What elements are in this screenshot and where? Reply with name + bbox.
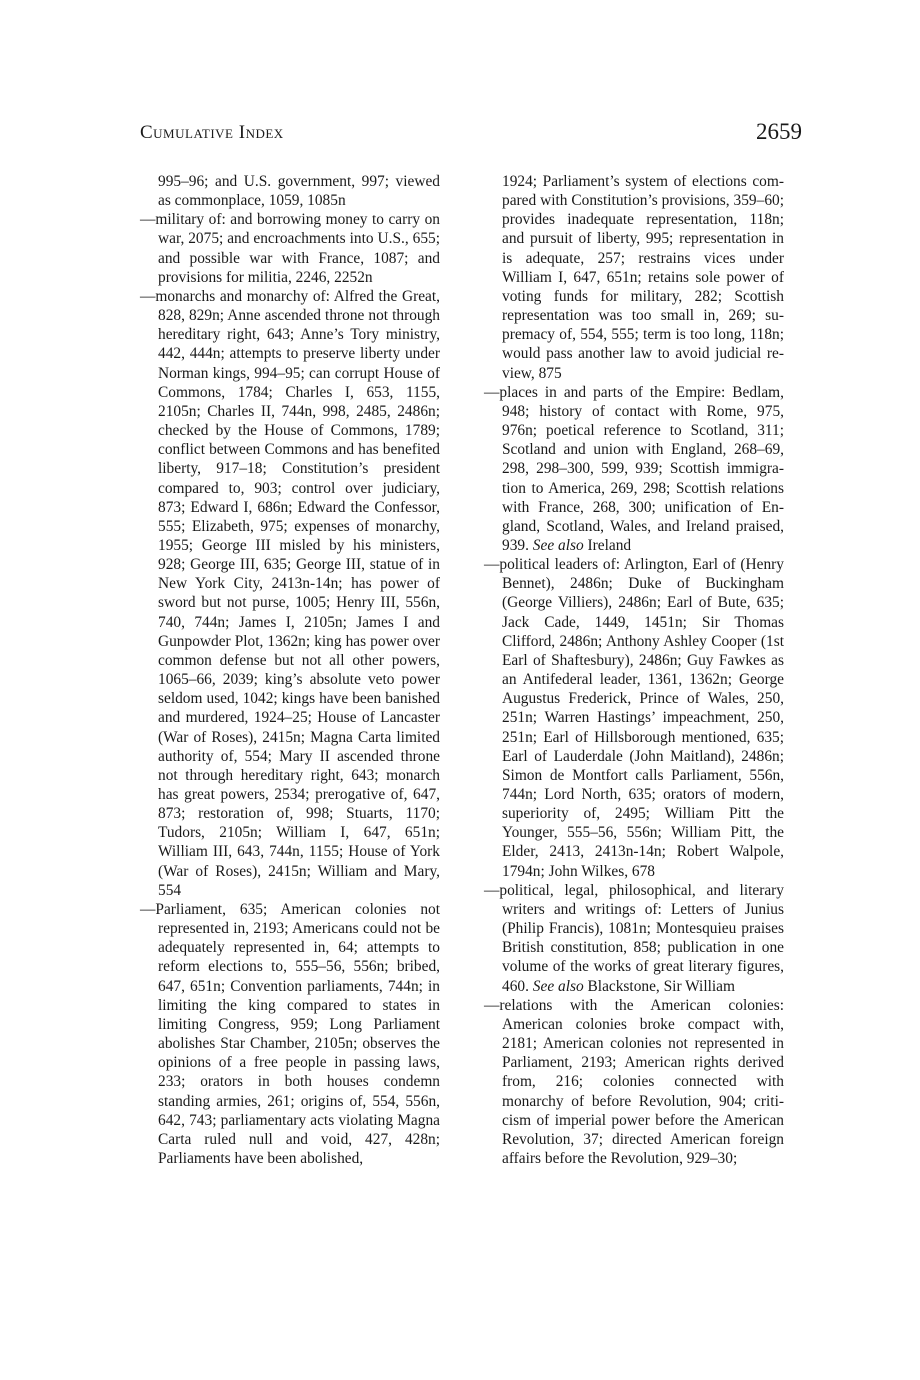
- index-entry: —places in and parts of the Empire: Bedlam, 948; history of contact with Rome, 975, 976n; poetical reference to Scotland, 311; Scotland and union with England, 268–69, 298, 298–300, 599, 939; Scottish immigration to America, 269, 298; Scottish relations with France, 268, 300; unification of England, Scotland, Wales, and Ireland praised, 939. See also Ireland: [484, 383, 784, 554]
- index-entry: 995–96; and U.S. government, 997; viewed as commonplace, 1059, 1085n: [158, 173, 440, 210]
- see-also-label: See also: [532, 536, 584, 554]
- see-also-target: Ireland: [587, 536, 632, 554]
- running-head: Cumulative Index: [140, 122, 284, 143]
- index-entry: —military of: and borrowing money to carry on war, 2075; and encroachments into U.S., 655; and possible war with France, 1087; and provisions for militia, 2246, 2252n: [140, 211, 440, 286]
- index-entry: —political leaders of: Arlington, Earl of (Henry Bennet), 2486n; Duke of Buckingham (George Villiers), 2486n; Earl of Bute, 635; Jack Cade, 1449, 1451n; Sir Thomas Clifford, 2486n; Anthony Ashley Cooper (1st Earl of Shaftesbury), 2486n; Guy Fawkes as an Antifederal leader, 1361, 1362n; George Augustus Frederick, Prince of Wales, 250, 251n; Warren Hastings’ impeachment, 250, 251n; Earl of Hillsborough mentioned, 635; Earl of Lauderdale (John Maitland), 2486n; Simon de Montfort calls Parliament, 556n, 744n; Lord North, 635; orators of modern, superiority of, 2495; William Pitt the Younger, 555–56, 556n; William Pitt, the Elder, 2413, 2413n-14n; Robert Walpole, 1794n; John Wilkes, 678: [484, 556, 784, 880]
- index-entry: —monarchs and monarchy of: Alfred the Great, 828, 829n; Anne ascended throne not through hereditary right, 643; Anne’s Tory ministry, 442, 444n; attempts to preserve liberty under Norman kings, 994–95; can corrupt House of Commons, 1784; Charles I, 653, 1155, 2105n; Charles II, 744n, 998, 2485, 2486n; checked by the House of Commons, 1789; conflict between Commons and has benefited liberty, 917–18; Constitution’s president compared to, 903; control over judiciary, 873; Edward I, 686n; Edward the Confessor, 555; Elizabeth, 975; expenses of monarchy, 1955; George III misled by his ministers, 928; George III, 635; George III, statue of in New York City, 2413n-14n; has power of sword but not purse, 1005; Henry III, 556n, 740, 744n; James I, 2105n; James I and Gunpowder Plot, 1362n; king has power over common defense but not all other powers, 1065–66, 2039; king’s absolute veto power seldom used, 1042; kings have been banished and murdered, 1924–25; House of Lancaster (War of Roses), 2415n; Magna Carta limited authority of, 554; Mary II ascended throne not through hereditary right, 643; monarch has great powers, 2534; prerogative of, 647, 873; restoration of, 998; Stuarts, 1170; Tudors, 2105n; William I, 647, 651n; William III, 643, 744n, 1155; House of York (War of Roses), 2415n; William and Mary, 554: [140, 287, 440, 899]
- left-column: [140, 172, 440, 1168]
- index-entry: —relations with the American colonies: American colonies broke compact with, 2181; American colonies not represented in Parliament, 2193; American rights derived from, 216; colonies connected with monarchy of before Revolution, 904; criticism of imperial power before the American Revolution, 37; directed American foreign affairs before the Revolution, 929–30;: [484, 996, 784, 1167]
- see-also-target: Blackstone, Sir William: [587, 977, 735, 995]
- index-entry: —Parliament, 635; American colonies not represented in, 2193; Americans could not be adequately represented in, 64; attempts to reform elections to, 555–56, 556n; bribed, 647, 651n; Convention parliaments, 744n; in limiting the king compared to states in limiting Congress, 959; Long Parliament abolishes Star Chamber, 2105n; observes the opinions of a free people in passing laws, 233; orators in both houses condemn standing armies, 261; origins of, 554, 556n, 642, 743; parliamentary acts violating Magna Carta ruled null and void, 427, 428n; Parliaments have been abolished,: [140, 900, 440, 1167]
- see-also-label: See also: [532, 977, 584, 995]
- index-entry: 1924; Parliament’s system of elections compared with Constitution’s provisions, 359–60; provides inadequate representation, 118n; and pursuit of liberty, 995; representation in is adequate, 257; restrains vices under William I, 647, 651n; retains sole power of voting funds for military, 282; Scottish representation was too small in, 269; supremacy of, 554, 555; term is too long, 118n; would pass another law to avoid judicial review, 875: [502, 173, 784, 382]
- index-entry: —political, legal, philosophical, and literary writers and writings of: Letters of Junius (Philip Francis), 1081n; Montesquieu praises British constitution, 858; publication in one volume of the works of great literary figures, 460. See also Blackstone, Sir William: [484, 881, 784, 995]
- right-column: [484, 172, 784, 1168]
- page-number: 2659: [756, 119, 802, 144]
